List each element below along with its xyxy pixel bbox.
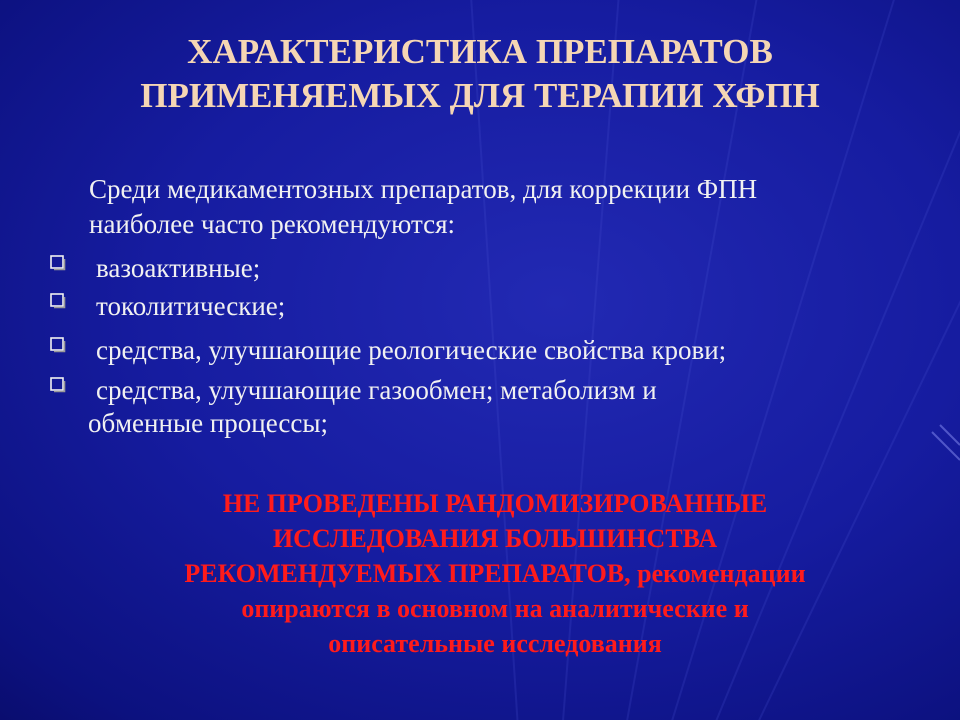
bullet-label-continuation: обменные процессы; [88,408,328,438]
warning-line-3: РЕКОМЕНДУЕМЫХ ПРЕПАРАТОВ, рекомендации [184,559,806,588]
warning-line-2: ИССЛЕДОВАНИЯ БОЛЬШИНСТВА [272,524,718,553]
hollow-square-bullet-icon [50,255,66,271]
warning-line-1: НЕ ПРОВЕДЕНЫ РАНДОМИЗИРОВАННЫЕ [222,489,768,518]
bullet-label: средства, улучшающие газообмен; метаболизм и [96,375,657,405]
slide-title-line-1: ХАРАКТЕРИСТИКА ПРЕПАРАТОВ [187,32,773,71]
bullet-label: средства, улучшающие реологические свойства крови; [96,335,727,365]
slide-title-line-2: ПРИМЕНЯЕМЫХ ДЛЯ ТЕРАПИИ ХФПН [140,76,820,115]
intro-paragraph [89,172,898,242]
hollow-square-bullet-icon [50,377,66,393]
intro-line-2: наиболее часто рекомендуются: [89,209,456,239]
hollow-square-bullet-icon [50,293,66,309]
warning-line-5: описательные исследования [328,629,662,658]
warning-line-4: опираются в основном на аналитические и [241,594,749,623]
intro-line-1: Среди медикаментозных препаратов, для коррекции ФПН [89,174,758,204]
bullet-label: токолитические; [96,291,286,321]
hollow-square-bullet-icon [50,337,66,353]
bullet-label: вазоактивные; [96,253,261,283]
